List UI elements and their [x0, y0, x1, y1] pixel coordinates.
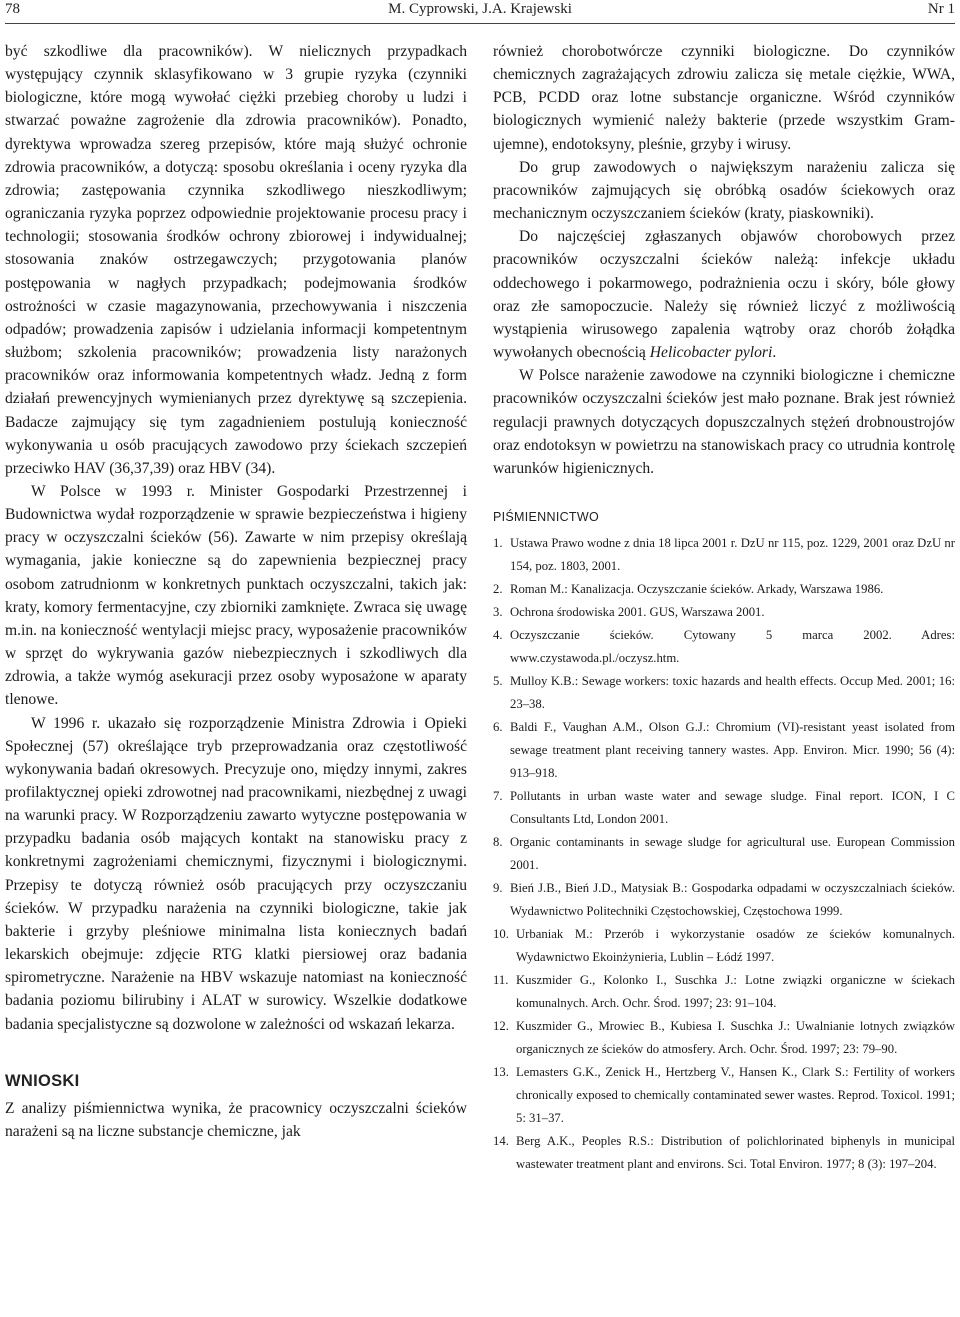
reference-item: [493, 831, 955, 877]
header-rule: [5, 23, 955, 24]
references-heading: PIŚMIENNICTWO: [493, 509, 599, 524]
right-column: [493, 40, 955, 1176]
reference-text: Berg A.K., Peoples R.S.: Distribution of polichlorinated biphenyls in municipal wastewater treatment plant and environs. Sci. Total Environ. 1977; 8 (3): 197–204.: [516, 1133, 955, 1171]
reference-number: 1.: [493, 535, 503, 550]
paragraph: Do grup zawodowych o największym narażeniu zalicza się pracowników zajmujących się obróbką osadów ściekowych oraz mechanicznym oczyszczaniem ścieków (kraty, piaskowniki).: [493, 158, 955, 223]
paragraph-text: Do najczęściej zgłaszanych objawów chorobowych przez pracowników oczyszczalni ścieków należą: infekcje układu oddechowego i pokarmowego, podrażnienia oczu i skóry, bóle głowy oraz złe samopoczucie. Należy się również liczyć z możliwością wystąpienia wirusowego zapalenia wątroby oraz chorób żołądka wywołanych obecnością: [493, 228, 955, 362]
reference-text: Bień J.B., Bień J.D., Matysiak B.: Gospodarka odpadami w oczyszczalniach ścieków. Wydawnictwo Politechniki Częstochowskiej, Częstochowa 1999.: [510, 880, 955, 918]
left-column: [5, 40, 467, 1143]
paragraph: W 1996 r. ukazało się rozporządzenie Ministra Zdrowia i Opieki Społecznej (57) określające tryb przeprowadzania oraz częstotliwość wykonywania badań okresowych. Precyzuje ono, między innymi, zakres profilaktycznej opieki zdrowotnej nad pracownikami, niezbędnej z uwagi na warunki pracy. W Rozporządzeniu zawarto wytyczne postępowania w przypadku badania osób mających kontakt na stanowisku pracy z konkretnymi zagrożeniami chemicznymi, fizycznymi i biologicznymi. Przepisy te dotyczą również osób pracujących przy oczyszczaniu ścieków. W przypadku narażenia na czynniki biologiczne, takie jak bakterie i grzyby pleśniowe minimalna lista koniecznych badań lekarskich obejmuje: zdjęcie RTG klatki piersiowej oraz badania spirometryczne. Narażenie na HBV wskazuje natomiast na konieczność badania poziomu bilirubiny i ALAT w surowicy. Wszelkie dodatkowe badania specjalistyczne są dozwolone w zależności od wskazań lekarza.: [5, 714, 467, 1033]
reference-text: Organic contaminants in sewage sludge for agricultural use. European Commission 2001.: [510, 834, 955, 872]
reference-number: 4.: [493, 627, 503, 642]
reference-text: Baldi F., Vaughan A.M., Olson G.J.: Chromium (VI)-resistant yeast isolated from sewage treatment plant receiving tannery wastes. App. Environ. Micr. 1990; 56 (4): 913–918.: [510, 719, 955, 780]
reference-item: [493, 1061, 955, 1130]
references-list: [493, 532, 955, 1176]
paragraph: również chorobotwórcze czynniki biologiczne. Do czynników chemicznych zagrażających zdrowiu zalicza się metale ciężkie, WWA, PCB, PCDD oraz lotne substancje organiczne. Wśród czynników biologicznych wymienić należy bakterie (przede wszystkim Gram-ujemne), endotoksyny, pleśnie, grzyby i wirusy.: [493, 43, 955, 153]
paragraph: być szkodliwe dla pracowników). W nielicznych przypadkach występujący czynnik sklasyfikowano w 3 grupie ryzyka (czynniki biologiczne, które mogą wywołać ciężki przebieg choroby u ludzi i stwarzać poważne zagrożenie dla zdrowia pracowników). Ponadto, dyrektywa wprowadza szereg przepisów, które mają służyć ochronie zdrowia pracowników, a dotyczą: sposobu określania i oceny ryzyka dla zdrowia; zastępowania czynnika szkodliwego nieszkodliwym; ograniczania ryzyka poprzez odpowiednie projektowanie procesu pracy i technologii; stosowania środków ochrony zbiorowej i indywidualnej; stosowania znaków ostrzegawczych; przygotowania planów postępowania w nagłych przypadkach; podejmowania środków ostrożności w czasie magazynowania, przechowywania i niszczenia odpadów; prowadzenia zapisów i udzielania informacji kompetentnym służbom; szkolenia pracowników; prowadzenia listy narażonych pracowników oraz informowania kompetentnych władz. Jedną z form działań prewencyjnych wymienianych przez dyrektywę są szczepienia. Badacze zajmujący się tym zagadnieniem postulują konieczność wykonywania u osób pracujących zawodowo przy ściekach szczepień przeciwko HAV (36,37,39) oraz HBV (34).: [5, 43, 467, 477]
conclusions-paragraph: Z analizy piśmiennictwa wynika, że pracownicy oczyszczalni ścieków narażeni są na liczne substancje chemiczne, jak: [5, 1099, 467, 1140]
species-name: Helicobacter pylori: [649, 344, 773, 362]
reference-text: Lemasters G.K., Zenick H., Hertzberg V., Hansen K., Clark S.: Fertility of workers chronically exposed to chemically contaminated sewer wastes. Reprod. Toxicol. 1991; 5: 31–37.: [516, 1064, 955, 1125]
reference-item: [493, 1015, 955, 1061]
reference-item: [493, 969, 955, 1015]
reference-number: 12.: [493, 1018, 509, 1033]
reference-number: 13.: [493, 1064, 509, 1079]
reference-item: [493, 923, 955, 969]
paragraph: Do najczęściej zgłaszanych objawów chorobowych przez pracowników oczyszczalni ścieków należą: infekcje układu oddechowego i pokarmowego, podrażnienia oczu i skóry, bóle głowy oraz złe samopoczucie. Należy się również liczyć z możliwością wystąpienia wirusowego zapalenia wątroby oraz chorób żołądka wywołanych obecnością Helicobacter pylori.: [493, 228, 955, 362]
reference-text: Pollutants in urban waste water and sewage sludge. Final report. ICON, I C Consultants Ltd, London 2001.: [510, 788, 955, 826]
issue-number: Nr 1: [927, 1, 955, 17]
paragraph: W Polsce w 1993 r. Minister Gospodarki Przestrzennej i Budownictwa wydał rozporządzenie w sprawie bezpieczeństwa i higieny pracy w oczyszczalni ścieków (56). Zawarte w nim przepisy określają wymagania, jakie konieczne są do zapewnienia bezpiecznej pracy osobom zatrudnionm w konkretnych punktach oczyszczalni, takich jak: kraty, komory fermentacyjne, czy zbiorniki zamknięte. Zwraca się uwagę m.in. na konieczność wentylacji miejsc pracy, wyposażenie pracowników w sprzęt do wykrywania gazów niebezpiecznych i szkodliwych dla zdrowia, a także wymóg asekuracji przez osoby wyposażone w aparaty tlenowe.: [5, 482, 467, 709]
reference-number: 5.: [493, 673, 503, 688]
running-header: [5, 0, 955, 22]
page-number: 78: [5, 1, 20, 17]
reference-text: Urbaniak M.: Przerób i wykorzystanie osadów ze ścieków komunalnych. Wydawnictwo Ekoinżynieria, Lublin – Łódź 1997.: [516, 926, 955, 964]
reference-number: 2.: [493, 581, 503, 596]
reference-number: 8.: [493, 834, 503, 849]
reference-number: 6.: [493, 719, 503, 734]
reference-text: Oczyszczanie ścieków. Cytowany 5 marca 2002. Adres: www.czystawoda.pl./oczysz.htm.: [510, 627, 955, 665]
reference-item: [493, 785, 955, 831]
reference-number: 7.: [493, 788, 503, 803]
reference-item: [493, 578, 955, 601]
reference-text: Kuszmider G., Mrowiec B., Kubiesa I. Suschka J.: Uwalnianie lotnych związków organicznych ze ścieków do atmosfery. Arch. Ochr. Środ. 1997; 23: 79–90.: [516, 1018, 955, 1056]
reference-text: Mulloy K.B.: Sewage workers: toxic hazards and health effects. Occup Med. 2001; 16: 23–38.: [510, 673, 955, 711]
reference-number: 10.: [493, 926, 509, 941]
reference-item: [493, 877, 955, 923]
reference-text: Kuszmider G., Kolonko I., Suschka J.: Lotne związki organiczne w ściekach komunalnych. Arch. Ochr. Środ. 1997; 23: 91–104.: [516, 972, 955, 1010]
reference-item: [493, 624, 955, 670]
reference-item: [493, 670, 955, 716]
reference-text: Ustawa Prawo wodne z dnia 18 lipca 2001 r. DzU nr 115, poz. 1229, 2001 oraz DzU nr 154, poz. 1803, 2001.: [510, 535, 955, 573]
reference-number: 3.: [493, 604, 503, 619]
reference-number: 11.: [493, 972, 509, 987]
paragraph: W Polsce narażenie zawodowe na czynniki biologiczne i chemiczne pracowników oczyszczalni ścieków jest mało poznane. Brak jest również regulacji prawnych dotyczących dopuszczalnych stężeń drobnoustrojów oraz endotoksyn w powietrzu na stanowiskach pracy co utrudnia kontrolę warunków higienicznych.: [493, 367, 955, 477]
reference-item: [493, 601, 955, 624]
reference-item: [493, 532, 955, 578]
reference-text: Roman M.: Kanalizacja. Oczyszczanie ścieków. Arkady, Warszawa 1986.: [510, 581, 884, 596]
running-authors: M. Cyprowski, J.A. Krajewski: [388, 1, 572, 17]
reference-text: Ochrona środowiska 2001. GUS, Warszawa 2001.: [510, 604, 765, 619]
reference-item: [493, 716, 955, 785]
section-heading-conclusions: WNIOSKI: [5, 1071, 80, 1090]
reference-number: 14.: [493, 1133, 509, 1148]
reference-item: [493, 1130, 955, 1176]
reference-number: 9.: [493, 880, 503, 895]
